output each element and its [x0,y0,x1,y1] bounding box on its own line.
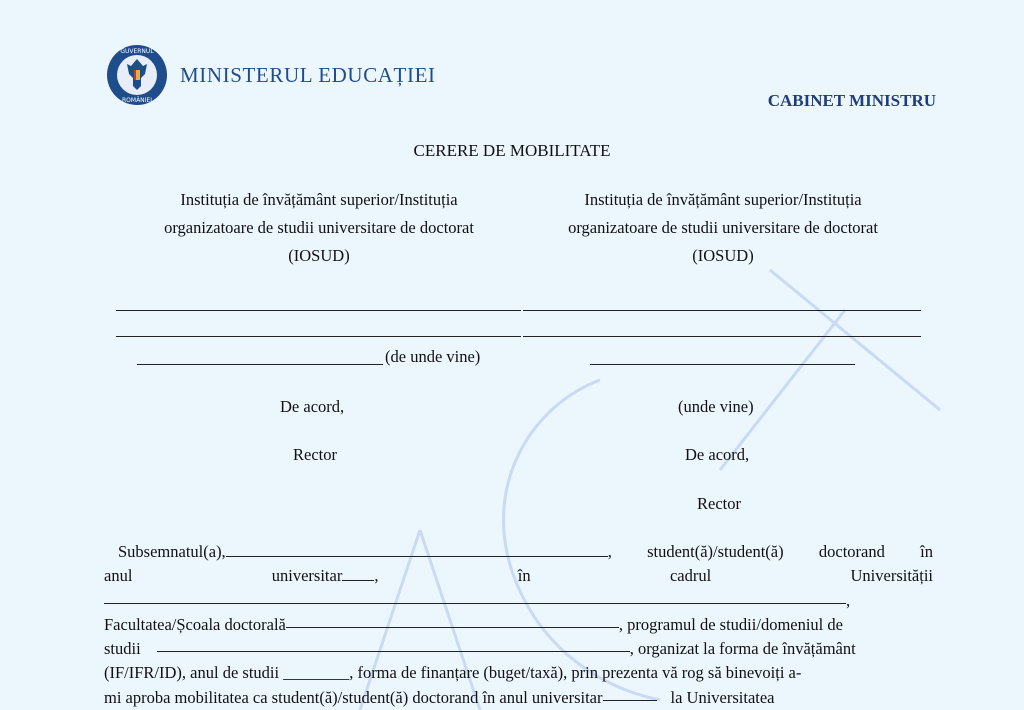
text-in: în [920,542,933,561]
paragraph-line-5 [104,637,933,661]
text-facultatea: Facultatea/Școala doctorală [104,614,286,634]
left-institution-line-3: (IOSUD) [288,246,350,265]
left-institution-heading [119,186,519,270]
coat-of-arms-seal-icon [106,44,168,106]
text-programul: , programul de studii/domeniul de [618,614,843,634]
seal-bottom-text: ROMÂNIEI [122,97,152,104]
left-institution-line-1: Instituția de învățământ superior/Instituția [180,190,458,209]
paragraph-line-4 [104,613,933,637]
left-agreement: De acord, [280,397,345,416]
right-origin-blank[interactable] [590,364,855,365]
left-institution-blank-2[interactable] [116,336,521,337]
paragraph-line-2 [104,564,933,588]
text-aproba-mobilitatea: mi aproba mobilitatea ca student(ă)/student(ă) doctorand în anul universitar [104,687,603,707]
program-blank[interactable] [157,637,630,652]
request-paragraph [104,540,933,710]
right-origin-label: (unde vine) [678,397,754,416]
text-la-universitatea: la Universitatea [670,687,775,707]
text-subsemnatul: Subsemnatul(a), [118,542,226,561]
text-student: student(ă)/student(ă) [647,542,784,561]
text-studii: studii [104,639,141,659]
left-institution-blank-1[interactable] [116,310,521,311]
paragraph-line-3 [104,589,933,613]
paragraph-line-6 [104,661,933,685]
paragraph-line-7 [104,686,933,710]
right-institution-line-3: (IOSUD) [692,246,754,265]
right-institution-blank-1[interactable] [523,310,921,311]
right-institution-blank-2[interactable] [523,336,921,337]
text-in: în [517,566,531,586]
year-blank[interactable] [342,566,374,581]
text-anul: anul [104,566,133,586]
left-institution-line-2: organizatoare de studii universitare de doctorat [164,218,474,237]
text-doctorand: doctorand [818,542,885,561]
target-year-blank[interactable] [603,686,657,701]
text-organizat: , organizat la forma de învățământ [629,639,856,659]
left-origin-blank[interactable] [137,364,383,365]
paragraph-line-1 [104,540,933,564]
right-agreement: De acord, [685,445,750,464]
name-blank[interactable] [226,542,608,557]
university-blank[interactable] [104,589,846,604]
right-rector: Rector [697,494,741,513]
right-institution-line-2: organizatoare de studii universitare de doctorat [568,218,878,237]
ministry-logo [106,44,436,106]
ministry-name: MINISTERUL EDUCAȚIEI [180,62,436,87]
right-institution-line-1: Instituția de învățământ superior/Instituția [584,190,862,209]
text-universitatii: Universității [850,566,933,586]
right-institution-heading [523,186,923,270]
cabinet-label: CABINET MINISTRU [767,91,936,110]
seal-top-text: GUVERNUL [120,48,154,55]
comma: , [607,542,612,561]
left-origin-label: (de unde vine) [385,347,481,366]
faculty-blank[interactable] [286,613,619,628]
left-rector: Rector [293,445,337,464]
comma: , [374,566,379,586]
text-cadrul: cadrul [669,566,712,586]
comma: , [846,590,851,610]
text-forma-finantare: (IF/IFR/ID), anul de studii ________, forma de finanțare (buget/taxă), prin prezenta vă rog să binevoiți a- [104,663,802,683]
document-title: CERERE DE MOBILITATE [413,141,611,160]
text-universitar: universitar [271,566,343,586]
